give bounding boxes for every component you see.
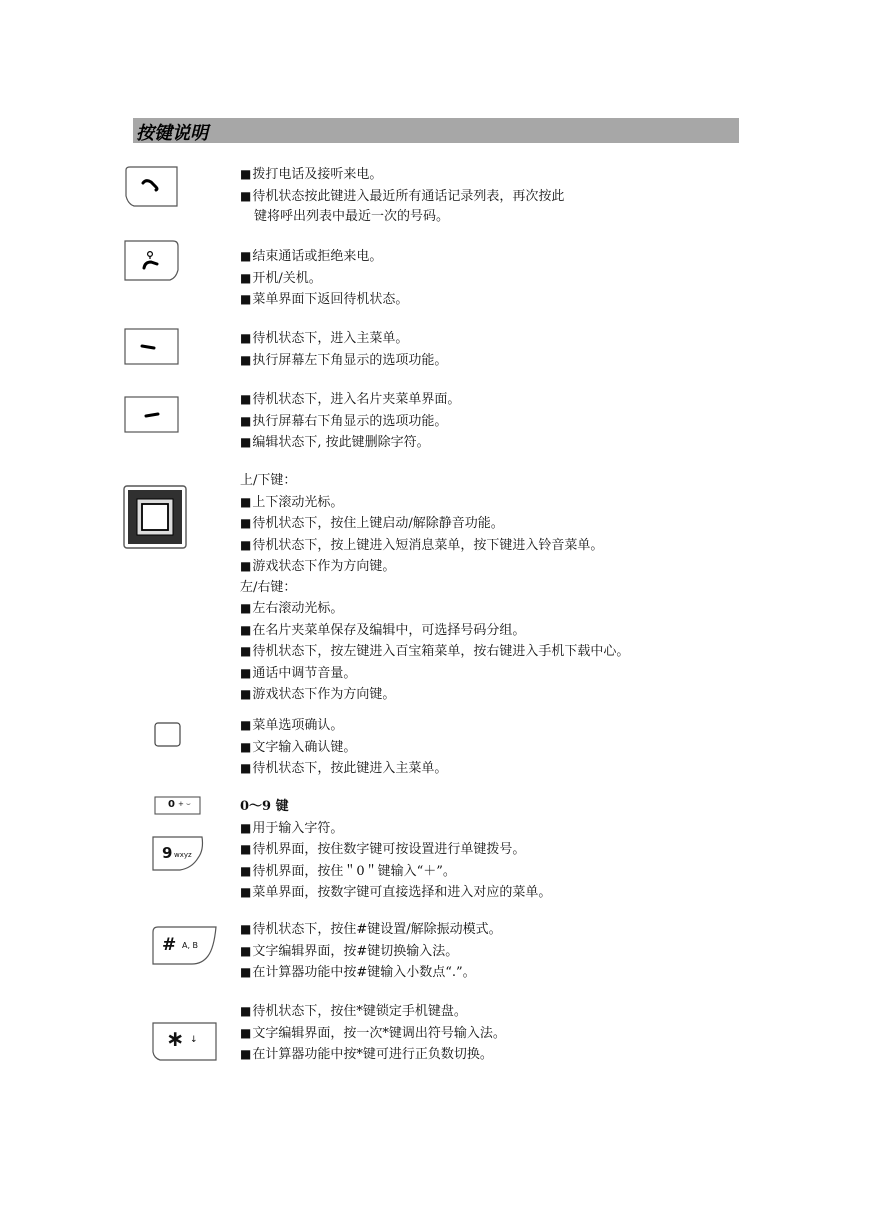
description-line: ■ 游戏状态下作为方向键。 (240, 684, 629, 706)
description-line: ■ 待机状态下，按住*键锁定手机键盘。 (240, 1001, 506, 1023)
left-soft-key-icon (124, 328, 180, 366)
description-line: ■ 开机/关机。 (240, 268, 408, 290)
hash-key-sublabel: A, B (182, 941, 199, 950)
ok-key-icon (154, 722, 182, 748)
description-line: ■ 待机状态下，进入主菜单。 (240, 328, 447, 350)
description-line: ■ 待机状态下，进入名片夹菜单界面。 (240, 389, 460, 411)
end-key-icon (124, 240, 180, 282)
description-line: ■ 用于输入字符。 (240, 818, 551, 840)
section-left-soft-key (240, 328, 447, 371)
section-star-key (240, 1001, 506, 1066)
description-line: ■ 拨打电话及接听来电。 (240, 164, 564, 186)
description-line: 键将呼出列表中最近一次的号码。 (254, 209, 450, 224)
description-line: ■ 结束通话或拒绝来电。 (240, 246, 408, 268)
description-line: ■ 编辑状态下, 按此键删除字符。 (240, 432, 460, 454)
star-key-sublabel: ↓ (190, 1035, 198, 1045)
description-line: ■ 菜单界面下返回待机状态。 (240, 289, 408, 311)
hash-key-label: # (162, 935, 177, 955)
section-end-key (240, 246, 408, 311)
nine-key-sublabel: wxyz (174, 851, 192, 859)
description-line: ■ 待机界面，按住＂0＂键输入“＋”。 (240, 861, 551, 883)
description-line: ■ 文字输入确认键。 (240, 737, 447, 759)
description-line: ■ 待机状态下，按左键进入百宝箱菜单，按右键进入手机下载中心。 (240, 641, 629, 663)
page-title: 按键说明 (136, 123, 208, 144)
zero-key-label: 0 (168, 799, 175, 810)
section-call-key (240, 164, 564, 228)
description-line: ■ 文字编辑界面，按#键切换输入法。 (240, 941, 502, 963)
description-line: ■ 待机状态下，按此键进入主菜单。 (240, 758, 447, 780)
description-line: ■ 游戏状态下作为方向键。 (240, 556, 629, 578)
call-key-icon (124, 166, 180, 208)
description-line: ■ 待机状态下，按住上键启动/解除静音功能。 (240, 513, 629, 535)
description-line: ■ 待机状态下，按上键进入短消息菜单，按下键进入铃音菜单。 (240, 535, 629, 557)
description-line: ■ 在计算器功能中按#键输入小数点“.”。 (240, 962, 502, 984)
description-line: ■ 执行屏幕左下角显示的选项功能。 (240, 350, 447, 372)
description-line: ■ 待机状态下，按住#键设置/解除振动模式。 (240, 919, 502, 941)
description-line: ■ 待机状态按此键进入最近所有通话记录列表，再次按此 (240, 186, 564, 208)
section-number-keys (240, 797, 551, 904)
section-heading: 左/右键： (240, 579, 297, 595)
title-bar (133, 118, 739, 143)
description-line: ■ 待机界面，按住数字键可按设置进行单键拨号。 (240, 839, 551, 861)
section-ok-key (240, 715, 447, 780)
description-line: ■ 文字编辑界面，按一次*键调出符号输入法。 (240, 1023, 506, 1045)
star-key-label: ∗ (166, 1027, 185, 1052)
star-key-icon (152, 1022, 218, 1062)
description-line: ■ 在计算器功能中按*键可进行正负数切换。 (240, 1044, 506, 1066)
description-line: ■ 上下滚动光标。 (240, 492, 629, 514)
section-hash-key (240, 919, 502, 984)
section-navigation-key (240, 471, 629, 706)
description-line: ■ 执行屏幕右下角显示的选项功能。 (240, 411, 460, 433)
description-line: ■ 菜单界面，按数字键可直接选择和进入对应的菜单。 (240, 882, 551, 904)
section-heading: 上/下键： (240, 473, 297, 488)
navigation-key-icon (122, 484, 188, 550)
description-line: ■ 在名片夹菜单保存及编辑中，可选择号码分组。 (240, 620, 629, 642)
zero-key-sublabel: + ⌣ (178, 800, 191, 808)
description-line: ■ 菜单选项确认。 (240, 715, 447, 737)
description-line: ■ 左右滚动光标。 (240, 598, 629, 620)
section-right-soft-key (240, 389, 460, 454)
description-line: ■ 通话中调节音量。 (240, 663, 629, 685)
section-heading: 0～9 键 (240, 799, 289, 814)
right-soft-key-icon (124, 396, 180, 434)
nine-key-label: 9 (162, 844, 173, 862)
